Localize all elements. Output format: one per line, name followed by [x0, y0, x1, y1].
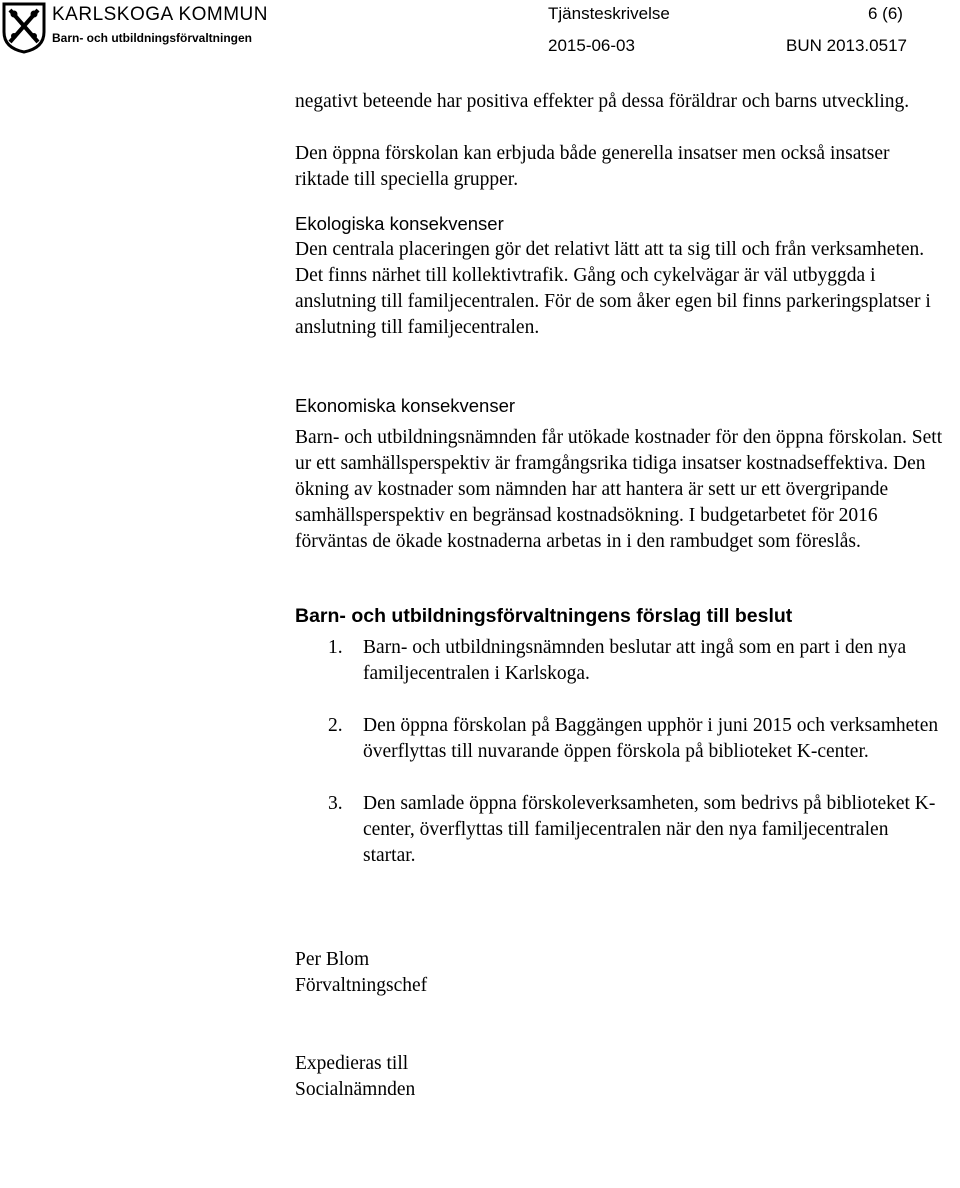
karlskoga-coat-of-arms-icon: [2, 2, 46, 54]
list-item: [295, 635, 945, 687]
list-item-number: 2.: [328, 715, 343, 736]
list-item-text: Den öppna förskolan på Baggängen upphör i juni 2015 och verksamheten överflyttas till nuvarande öppen förskola på biblioteket K-center.: [363, 715, 939, 762]
dispatch-block: [295, 1051, 945, 1103]
heading-economic-consequences: Ekonomiska konsekvenser: [295, 395, 516, 416]
list-item: [295, 713, 945, 765]
heading-proposal: Barn- och utbildningsförvaltningens förslag till beslut: [295, 605, 793, 627]
document-type: Tjänsteskrivelse: [548, 4, 670, 23]
department-name: Barn- och utbildningsförvaltningen: [52, 31, 252, 45]
list-item-number: 3.: [328, 793, 343, 814]
dispatch-recipient: Socialnämnden: [295, 1079, 416, 1100]
paragraph-continuation: negativt beteende har positiva effekter på dessa föräldrar och barns utveckling.: [295, 91, 910, 112]
list-item: [295, 791, 945, 869]
paragraph-ecological-consequences: Den centrala placeringen gör det relativt lätt att ta sig till och från verksamheten. Det finns närhet till kollektivtrafik. Gång och cykelvägar är väl utbyggda i anslutning till familjecentralen. För de som åker egen bil finns parkeringsplatser i anslutning till familjecentralen.: [295, 239, 931, 338]
signature-block: [295, 947, 945, 999]
decision-list: [295, 635, 945, 869]
paragraph-economic-consequences: Barn- och utbildningsnämnden får utökade kostnader för den öppna förskolan. Sett ur ett samhällsperspektiv är framgångsrika tidiga insatser kostnadseffektiva. Den ökning av kostnader som nämnden har att hantera är sett ur ett övergripande samhällsperspektiv en begränsad kostnadsökning. I budgetarbetet för 2016 förväntas de ökade kostnaderna arbetas in i den rambudget som föreslås.: [295, 427, 943, 552]
list-item-text: Den samlade öppna förskoleverksamheten, som bedrivs på biblioteket K-center, överflyttas till familjecentralen när den nya familjecentralen startar.: [363, 793, 936, 866]
dispatch-label: Expedieras till: [295, 1053, 409, 1074]
document-body: [295, 89, 945, 1103]
list-item-text: Barn- och utbildningsnämnden beslutar att ingå som en part i den nya familjecentralen i Karlskoga.: [363, 637, 907, 684]
document-reference: BUN 2013.0517: [786, 36, 907, 55]
organization-name: KARLSKOGA KOMMUN: [52, 4, 268, 25]
document-header: [0, 0, 960, 60]
signatory-title: Förvaltningschef: [295, 975, 428, 996]
paragraph-open-preschool: Den öppna förskolan kan erbjuda både generella insatser men också insatser riktade till speciella grupper.: [295, 143, 890, 190]
signatory-name: Per Blom: [295, 949, 370, 970]
document-date: 2015-06-03: [548, 36, 635, 55]
list-item-number: 1.: [328, 637, 343, 658]
heading-ecological-consequences: Ekologiska konsekvenser: [295, 213, 504, 234]
page-number: 6 (6): [868, 4, 903, 23]
